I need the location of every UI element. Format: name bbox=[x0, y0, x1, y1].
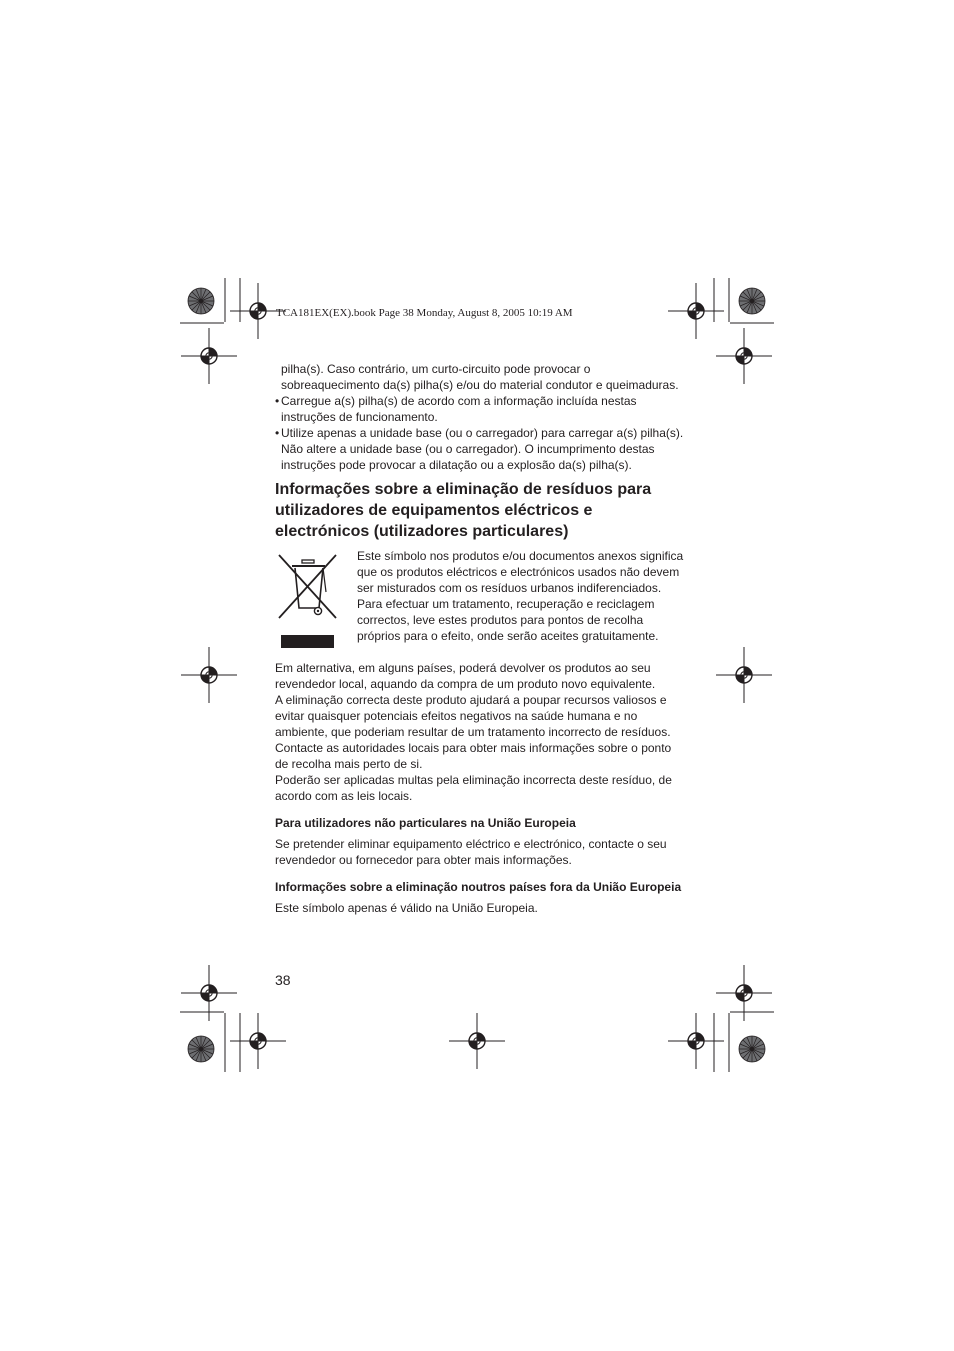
symbol-recycling-instructions: Para efectuar um tratamento, recuperação e reciclagem correctos, leve estes produtos para pontos de recolha próprios para o efeito, onde serão aceites gratuitamente. bbox=[357, 597, 659, 643]
bullet-marker: • bbox=[275, 394, 280, 408]
disposal-paragraph: Em alternativa, em alguns países, poderá devolver os produtos ao seu revendedor local, aquando da compra de um produto novo equivalente. bbox=[275, 661, 656, 691]
other-countries-heading: Informações sobre a eliminação noutros países fora da União Europeia bbox=[275, 880, 682, 894]
bullet-item bbox=[275, 425, 685, 473]
disposal-paragraph: Contacte as autoridades locais para obter mais informações sobre o ponto de recolha mais perto de si. bbox=[275, 741, 672, 771]
disposal-paragraph: Poderão ser aplicadas multas pela eliminação incorrecta deste resíduo, de acordo com as leis locais. bbox=[275, 773, 672, 803]
battery-warning-continuation: pilha(s). Caso contrário, um curto-circuito pode provocar o sobreaquecimento da(s) pilha(s) e/ou do material condutor e queimaduras. bbox=[281, 362, 679, 392]
crossed-out-wheelie-bin-icon bbox=[276, 552, 342, 648]
business-users-text: Se pretender eliminar equipamento eléctrico e electrónico, contacte o seu revendedor ou fornecedor para obter mais informações. bbox=[275, 837, 667, 867]
weee-symbol-block bbox=[275, 548, 685, 660]
disposal-paragraph: A eliminação correcta deste produto ajudará a poupar recursos valiosos e evitar quaisquer potenciais efeitos negativos na saúde humana e no ambiente, que poderiam resultar de um tratamento incorrecto de resíduos. bbox=[275, 693, 671, 739]
page-content bbox=[275, 361, 685, 916]
business-users-heading: Para utilizadores não particulares na União Europeia bbox=[275, 816, 576, 830]
other-countries-text: Este símbolo apenas é válido na União Europeia. bbox=[275, 901, 538, 915]
bullet-text: Carregue a(s) pilha(s) de acordo com a informação incluída nestas instruções de funcionamento. bbox=[281, 394, 637, 424]
bullet-text: Utilize apenas a unidade base (ou o carregador) para carregar a(s) pilha(s). Não altere a unidade base (ou o carregador). O incumprimento destas instruções pode provocar a dilatação ou a explosão da(s) pilha(s). bbox=[281, 426, 684, 472]
page-number: 38 bbox=[275, 972, 291, 988]
symbol-description: Este símbolo nos produtos e/ou documentos anexos significa que os produtos eléctricos e electrónicos usados não devem ser misturados com os resíduos urbanos indiferenciados. bbox=[357, 549, 684, 595]
bullet-marker: • bbox=[275, 426, 280, 440]
disposal-heading: Informações sobre a eliminação de resíduos para utilizadores de equipamentos eléctricos e electrónicos (utilizadores particulares) bbox=[275, 481, 652, 540]
bullet-item bbox=[275, 393, 685, 425]
print-header: TCA181EX(EX).book Page 38 Monday, August 8, 2005 10:19 AM bbox=[276, 307, 573, 319]
